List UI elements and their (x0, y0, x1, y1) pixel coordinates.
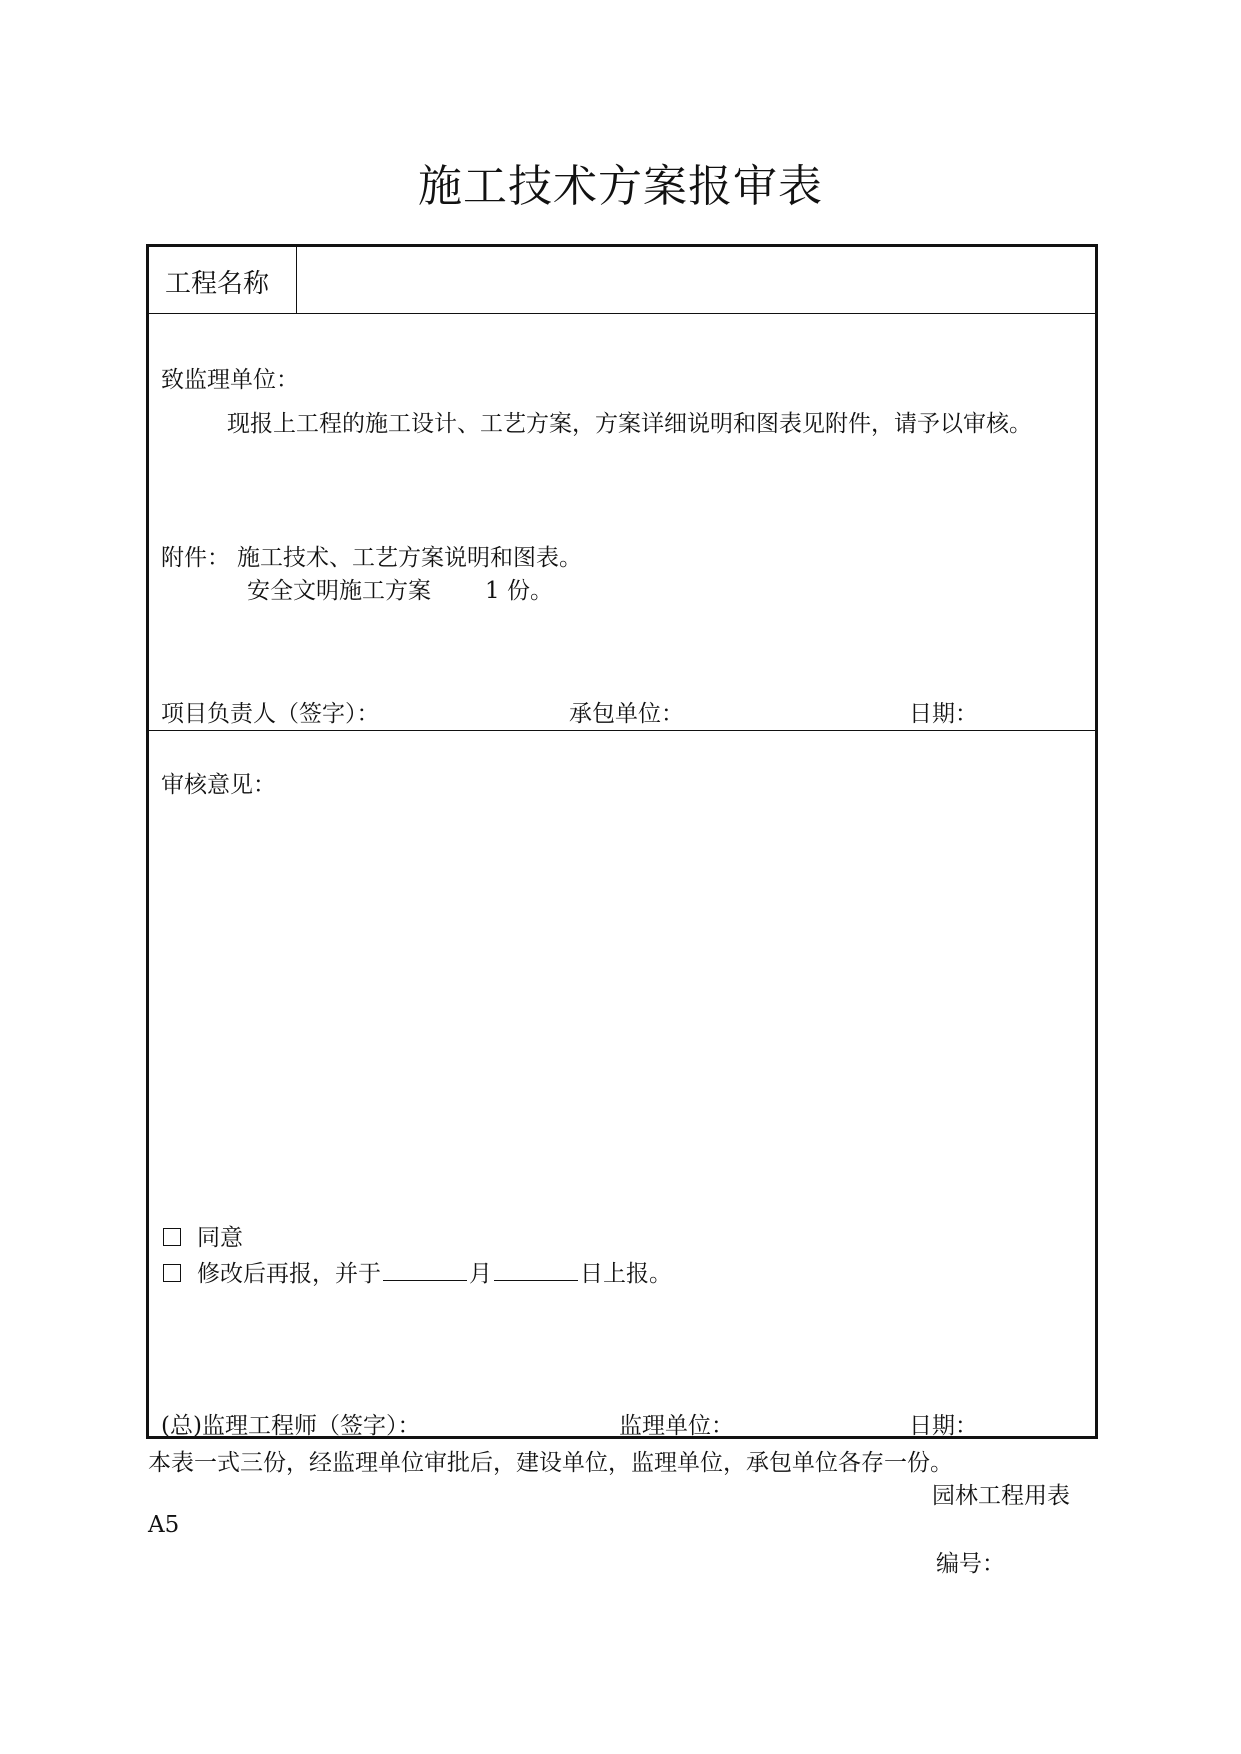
supervision-unit-label: 监理单位： (619, 1413, 734, 1439)
addressee: 致监理单位： (161, 367, 299, 393)
supervisor-signature-label: (总)监理工程师（签字）： (161, 1413, 421, 1439)
month-blank[interactable] (383, 1262, 467, 1281)
project-name-label: 工程名称 (165, 269, 270, 299)
page-title: 施工技术方案报审表 (418, 161, 823, 212)
option-revise-month: 月 (469, 1261, 492, 1287)
row-divider (149, 730, 1095, 731)
day-blank[interactable] (494, 1262, 578, 1281)
attachment-item: 安全文明施工方案 (247, 578, 431, 604)
table-use-label: 园林工程用表 (932, 1483, 1070, 1509)
submission-date-label: 日期： (909, 701, 978, 727)
option-revise-suffix: 日上报。 (580, 1261, 672, 1287)
project-manager-signature-label: 项目负责人（签字）： (161, 701, 380, 727)
attachment-count: 1 份。 (485, 578, 553, 604)
project-name-field[interactable] (314, 263, 1084, 297)
form-code: A5 (148, 1512, 180, 1538)
review-form-table (146, 244, 1098, 1439)
column-divider (296, 247, 297, 313)
contractor-label: 承包单位： (569, 701, 684, 727)
option-agree[interactable] (163, 1219, 243, 1252)
submission-body: 现报上工程的施工设计、工艺方案，方案详细说明和图表见附件，请予以审核。 (227, 411, 1032, 437)
agree-checkbox[interactable] (163, 1228, 181, 1246)
number-label: 编号： (936, 1551, 1005, 1577)
attachment-item: 施工技术、工艺方案说明和图表。 (237, 545, 582, 571)
option-revise-prefix: 修改后再报，并于 (197, 1261, 381, 1287)
footer-note: 本表一式三份，经监理单位审批后，建设单位，监理单位，承包单位各存一份。 (148, 1450, 953, 1476)
option-revise[interactable] (163, 1255, 672, 1288)
revise-checkbox[interactable] (163, 1264, 181, 1282)
review-date-label: 日期： (909, 1413, 978, 1439)
option-agree-label: 同意 (197, 1225, 243, 1251)
row-divider (149, 313, 1095, 314)
review-opinion-heading: 审核意见： (161, 772, 276, 798)
attachment-label: 附件： (161, 545, 230, 571)
